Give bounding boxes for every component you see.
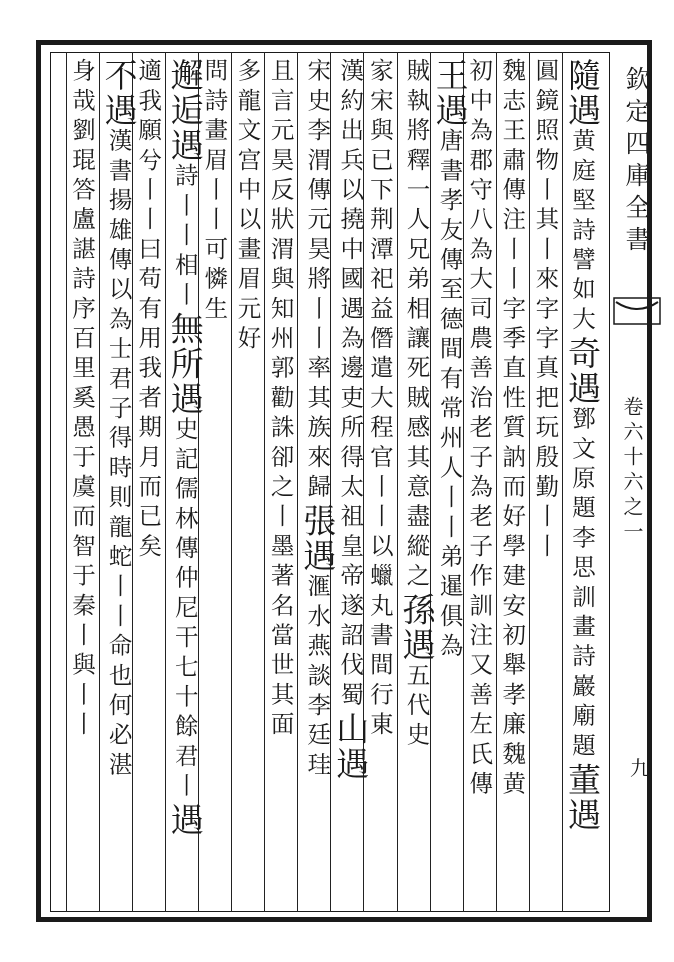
entry-heading: 遇: [165, 802, 205, 838]
text-column-c6: [397, 58, 437, 752]
entry-text: 鄧文原題李思訓畫詩巖廟題: [568, 405, 596, 763]
text-column-c11: [233, 58, 262, 355]
entry-text: 問詩畫眉丨丨可憐生: [200, 58, 229, 326]
entry-text: 魏志王肅傳注丨丨字季直性質訥而好學建安初舉孝廉魏黄: [498, 58, 527, 801]
text-column-c7: [365, 58, 394, 742]
entry-heading: 不遇: [99, 58, 139, 128]
entry-text: 丨丨: [531, 503, 560, 563]
entry-text: 且言元昊反狀渭與知州郭勸誅卻之: [266, 58, 295, 504]
entry-text: 賊執將釋一人兄弟相讓死賊感其意盡縱之: [402, 58, 431, 593]
book-title: 欽定四庫全書: [622, 66, 651, 258]
column-divider: [297, 52, 298, 912]
text-column-c2: [531, 58, 560, 563]
column-divider: [99, 52, 100, 912]
entry-heading: 董遇: [563, 762, 602, 833]
text-column-c9: [298, 58, 338, 782]
column-divider: [231, 52, 232, 912]
entry-text: 漢書揚雄傳以為士君子得時則龍蛇丨丨命也何必湛: [104, 128, 133, 782]
column-divider: [529, 52, 530, 912]
entry-heading: 隨遇: [563, 58, 602, 128]
text-column-c10: [266, 58, 295, 742]
column-divider: [496, 52, 497, 912]
column-divider: [165, 52, 166, 912]
entry-heading: 孫遇: [397, 592, 437, 663]
entry-heading: 山遇: [331, 711, 371, 782]
entry-heading: 王遇: [430, 58, 470, 128]
entry-text: 適我願兮: [134, 58, 163, 177]
fish-tail-mark-icon: [612, 296, 662, 326]
entry-text: 丨墨著名當世其面: [266, 503, 295, 742]
entry-text: 史記儒林傳仲尼干七十餘君丨: [170, 416, 199, 803]
entry-text: 初中為郡守八為大司農善治老子為老子作訓注又善左氏傳: [465, 58, 494, 801]
page-number: 九: [630, 756, 650, 780]
entry-text: 圓鏡照物丨其丨: [531, 58, 560, 266]
text-column-c13: [165, 58, 205, 838]
entry-heading: 邂逅遇: [165, 58, 205, 163]
entry-heading: 張遇: [298, 503, 338, 574]
text-column-c14: [134, 58, 163, 563]
entry-text: 身哉劉琨答盧諶詩序百里奚愚于虞而智于秦丨與丨丨: [68, 58, 96, 742]
column-divider: [264, 52, 265, 912]
text-column-c3: [498, 58, 527, 801]
entry-heading: 奇遇: [563, 335, 602, 406]
entry-text: 詩丨丨相丨: [170, 163, 199, 312]
entry-text: 滙水燕談李廷珪: [303, 573, 332, 782]
text-column-c4: [465, 58, 494, 801]
text-column-c5: [430, 58, 470, 663]
entry-text: 五代史: [402, 662, 431, 752]
volume-label: 卷六十六之一: [620, 396, 644, 546]
entry-text: 多龍文宫中以畫眉元好: [233, 58, 262, 355]
entry-text: 來字字真把玩殷勤: [531, 265, 560, 504]
entry-text: 家宋與已下荆潭祀益僭遣大程官丨丨以蠟丸書間行: [365, 58, 394, 712]
text-column-c12: [200, 58, 229, 326]
entry-text: 漢約出兵以撓中國遇為邊吏所得太祖皇帝遂詔伐蜀: [336, 58, 365, 712]
entry-heading: 無所遇: [165, 311, 205, 417]
entry-text: 丨丨曰苟有用我者期月而已矣: [134, 176, 163, 563]
entry-text: 唐書孝友傳至德間有常州人丨丨弟暹俱為: [435, 128, 464, 663]
text-column-c16: [70, 58, 94, 741]
text-column-c1: [563, 58, 602, 833]
text-column-c15: [99, 58, 139, 782]
text-column-c8: [331, 58, 371, 782]
column-divider: [66, 52, 67, 912]
column-divider: [562, 52, 563, 912]
column-divider: [397, 52, 398, 912]
entry-text: 東: [365, 711, 394, 742]
entry-text: 黄庭堅詩譬如大: [568, 128, 596, 336]
entry-text: 宋史李渭傳元昊將丨丨率其族來歸: [303, 58, 332, 504]
